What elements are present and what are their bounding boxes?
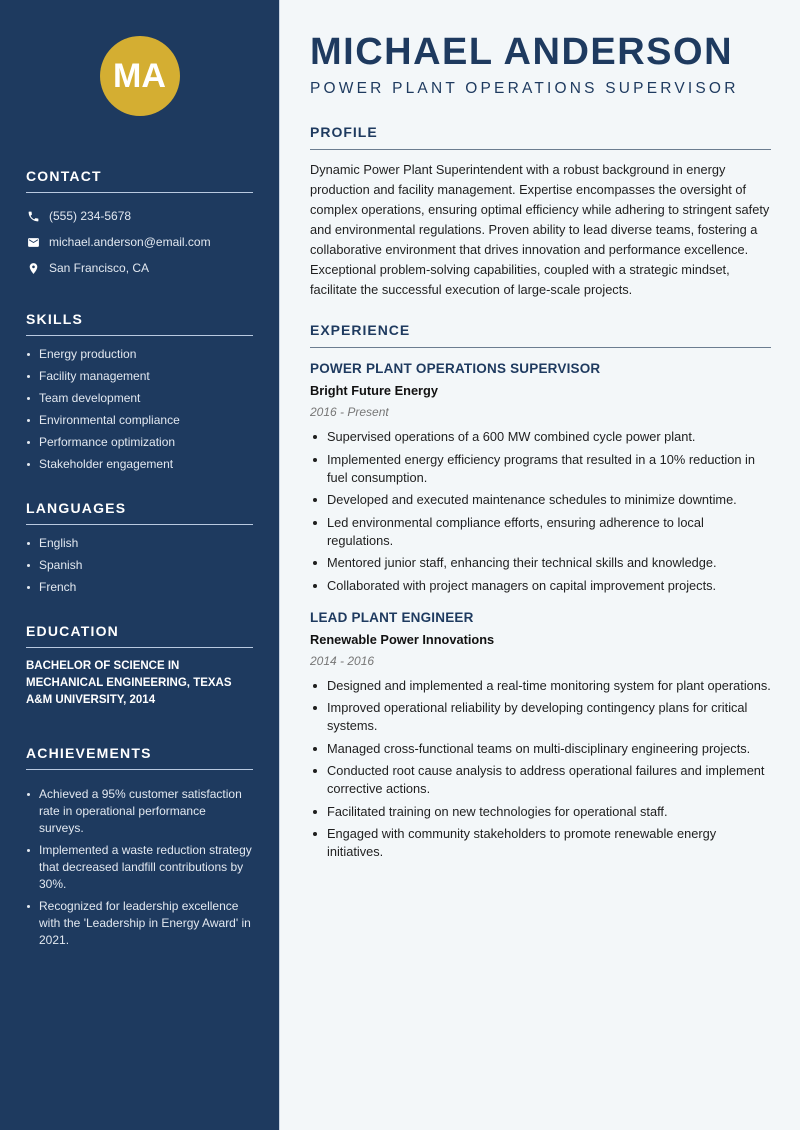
contact-section <box>26 168 253 281</box>
achievement-item: Achieved a 95% customer satisfaction rate in operational performance surveys. <box>26 786 253 837</box>
job-bullet: Led environmental compliance efforts, ensuring adherence to local regulations. <box>310 514 771 550</box>
job-bullets <box>310 677 771 862</box>
achievement-item: Recognized for leadership excellence with the 'Leadership in Energy Award' in 2021. <box>26 898 253 949</box>
location-pin-icon <box>26 261 40 275</box>
job-entry <box>310 609 771 862</box>
skills-list <box>26 346 253 472</box>
skills-heading: SKILLS <box>26 311 253 336</box>
phone-icon <box>26 209 40 223</box>
contact-heading: CONTACT <box>26 168 253 193</box>
education-section <box>26 623 253 709</box>
achievement-item: Implemented a waste reduction strategy that decreased landfill contributions by 30%. <box>26 842 253 893</box>
language-item: English <box>26 535 253 551</box>
job-dates: 2016 - Present <box>310 405 389 419</box>
resume-header <box>310 30 771 99</box>
job-bullet: Facilitated training on new technologies for operational staff. <box>310 803 771 821</box>
phone-text[interactable]: (555) 234-5678 <box>49 209 132 223</box>
experience-section <box>310 322 771 861</box>
achievements-list <box>26 786 253 949</box>
job-dates: 2014 - 2016 <box>310 653 375 668</box>
job-bullet: Supervised operations of a 600 MW combined cycle power plant. <box>310 428 771 446</box>
avatar-container <box>26 0 253 116</box>
skill-item: Stakeholder engagement <box>26 456 253 472</box>
languages-heading: LANGUAGES <box>26 500 253 525</box>
location-text: San Francisco, CA <box>49 261 150 275</box>
job-bullet: Designed and implemented a real-time monitoring system for plant operations. <box>310 677 771 695</box>
job-bullet: Engaged with community stakeholders to promote renewable energy initiatives. <box>310 825 771 861</box>
candidate-title: POWER PLANT OPERATIONS SUPERVISOR <box>310 80 739 97</box>
email-icon <box>26 235 40 249</box>
skill-item: Energy production <box>26 346 253 362</box>
job-bullet: Conducted root cause analysis to address operational failures and implement corrective actions. <box>310 762 771 798</box>
job-bullet: Improved operational reliability by developing contingency plans for critical systems. <box>310 699 771 735</box>
job-title: LEAD PLANT ENGINEER <box>310 609 474 625</box>
experience-heading: EXPERIENCE <box>310 322 771 348</box>
candidate-name: MICHAEL ANDERSON <box>310 31 734 73</box>
languages-list <box>26 535 253 595</box>
job-bullet: Implemented energy efficiency programs that resulted in a 10% reduction in fuel consumption. <box>310 451 771 487</box>
job-bullet: Collaborated with project managers on capital improvement projects. <box>310 577 771 595</box>
profile-section <box>310 124 771 300</box>
avatar: MA <box>100 36 180 116</box>
skill-item: Performance optimization <box>26 434 253 450</box>
contact-location <box>26 255 253 281</box>
contact-email <box>26 229 253 255</box>
job-entry <box>310 360 771 595</box>
main-content <box>280 0 800 1130</box>
job-bullet: Developed and executed maintenance schedules to minimize downtime. <box>310 491 771 509</box>
contact-list <box>26 203 253 281</box>
job-title: POWER PLANT OPERATIONS SUPERVISOR <box>310 361 601 376</box>
skill-item: Team development <box>26 390 253 406</box>
job-company: Renewable Power Innovations <box>310 631 495 647</box>
skill-item: Environmental compliance <box>26 412 253 428</box>
email-text[interactable]: michael.anderson@email.com <box>49 235 211 249</box>
skills-section <box>26 311 253 472</box>
job-bullet: Mentored junior staff, enhancing their technical skills and knowledge. <box>310 554 771 572</box>
language-item: Spanish <box>26 557 253 573</box>
sidebar <box>0 0 280 1130</box>
profile-heading: PROFILE <box>310 124 771 150</box>
education-heading: EDUCATION <box>26 623 253 648</box>
languages-section <box>26 500 253 595</box>
skill-item: Facility management <box>26 368 253 384</box>
job-company: Bright Future Energy <box>310 383 438 398</box>
contact-phone <box>26 203 253 229</box>
language-item: French <box>26 579 253 595</box>
job-bullet: Managed cross-functional teams on multi-disciplinary engineering projects. <box>310 740 771 758</box>
profile-summary: Dynamic Power Plant Superintendent with a robust background in energy production and facility management. Expertise encompasses the oversight of complex operations, ensuring optimal efficiency while adhering to stringent safety and environmental regulations. Proven ability to lead diverse teams, fostering a collaborative environment that drives innovation and performance excellence. Exceptional problem-solving capabilities, coupled with a strategic mindset, facilitate the successful execution of large-scale projects. <box>310 162 770 297</box>
education-degree: BACHELOR OF SCIENCE IN MECHANICAL ENGINEERING, TEXAS A&M UNIVERSITY, 2014 <box>26 660 232 706</box>
achievements-section <box>26 745 253 949</box>
achievements-heading: ACHIEVEMENTS <box>26 745 253 770</box>
job-bullets <box>310 428 771 595</box>
